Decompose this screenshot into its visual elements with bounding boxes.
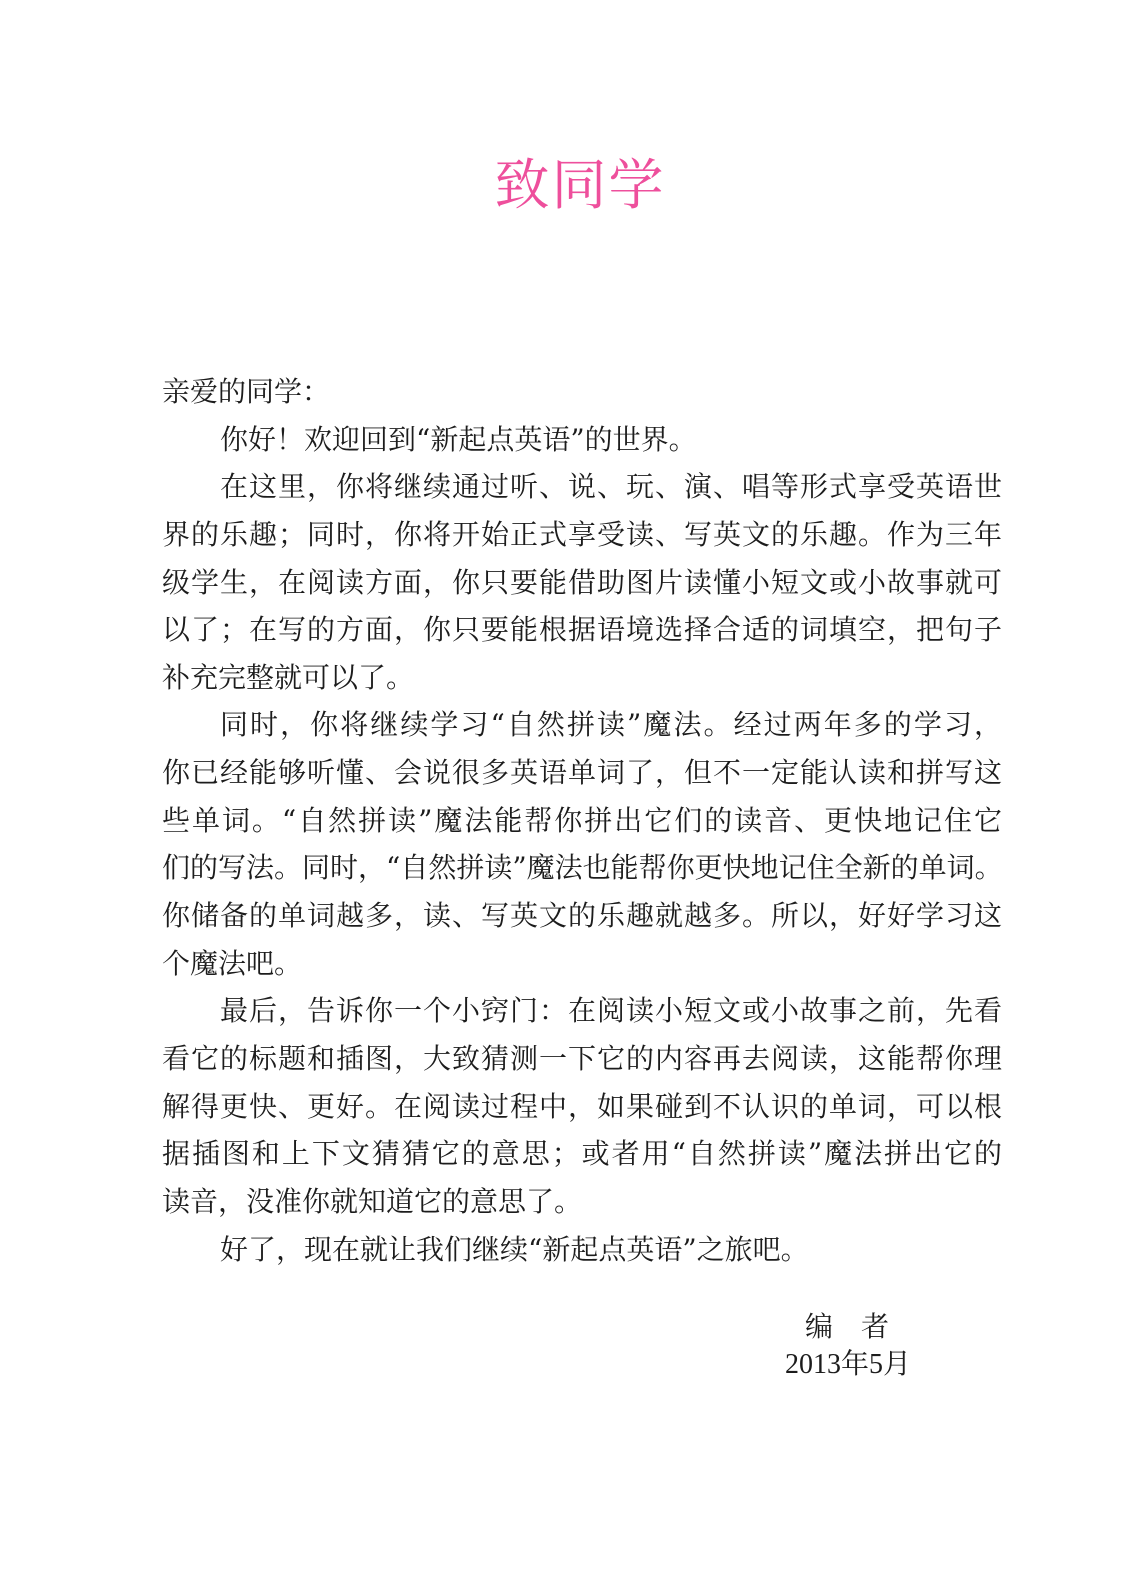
text-line: 以了；在写的方面，你只要能根据语境选择合适的词填空，把句子 <box>162 613 1002 647</box>
text-line: 个魔法吧。 <box>162 946 303 980</box>
paragraph <box>162 416 1002 464</box>
text-line: 些单词。“自然拼读”魔法能帮你拼出它们的读音、更快地记住它 <box>162 803 1002 837</box>
text-line: 你储备的单词越多，读、写英文的乐趣就越多。所以，好好学习这 <box>162 899 1002 933</box>
text-line: 看它的标题和插图，大致猜测一下它的内容再去阅读，这能帮你理 <box>162 1041 1002 1075</box>
text-line: 读音，没准你就知道它的意思了。 <box>162 1184 583 1218</box>
text-line: 们的写法。同时，“自然拼读”魔法也能帮你更快地记住全新的单词。 <box>162 851 1003 885</box>
text-line: 解得更快、更好。在阅读过程中，如果碰到不认识的单词，可以根 <box>162 1089 1002 1123</box>
paragraph <box>162 1226 1002 1274</box>
text-line: 据插图和上下文猜猜它的意思；或者用“自然拼读”魔法拼出它的 <box>162 1137 1002 1171</box>
text-line: 级学生，在阅读方面，你只要能借助图片读懂小短文或小故事就可 <box>162 565 1002 599</box>
text-line: 你已经能够听懂、会说很多英语单词了，但不一定能认读和拼写这 <box>162 756 1002 790</box>
signature-author: 编 者 <box>805 1310 890 1343</box>
text-line: 界的乐趣；同时，你将开始正式享受读、写英文的乐趣。作为三年 <box>162 517 1002 551</box>
paragraph <box>162 463 1002 701</box>
text-line: 最后，告诉你一个小窍门：在阅读小短文或小故事之前，先看 <box>220 994 1002 1028</box>
text-line: 同时，你将继续学习“自然拼读”魔法。经过两年多的学习， <box>220 708 1002 742</box>
signature-date: 2013年5月 <box>785 1349 912 1380</box>
text-line: 在这里，你将继续通过听、说、玩、演、唱等形式享受英语世 <box>220 470 1002 504</box>
salutation: 亲爱的同学： <box>162 375 331 408</box>
text-line: 补充完整就可以了。 <box>162 660 415 694</box>
paragraph <box>162 701 1002 987</box>
page-title: 致同学 <box>494 153 666 217</box>
letter-body <box>162 368 1002 1273</box>
text-line: 你好！欢迎回到“新起点英语”的世界。 <box>220 422 697 456</box>
paragraph <box>162 987 1002 1225</box>
text-line: 好了，现在就让我们继续“新起点英语”之旅吧。 <box>220 1232 809 1266</box>
